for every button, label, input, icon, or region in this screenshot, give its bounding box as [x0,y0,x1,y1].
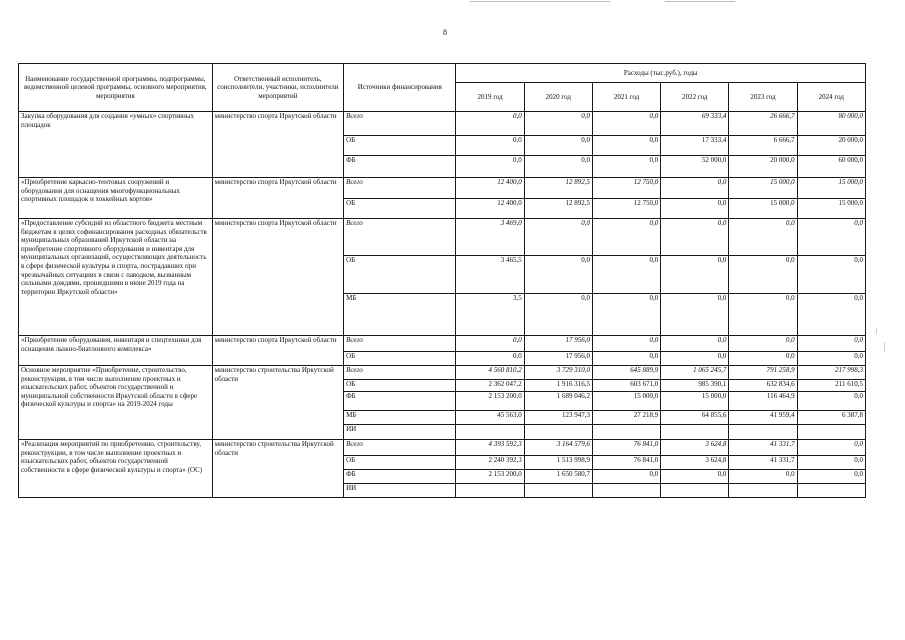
amount-cell: 45 563,0 [456,411,524,425]
amount-cell: 3 469,0 [456,219,524,256]
amount-cell: 80 000,0 [797,112,865,136]
amount-cell: 6 387,8 [797,411,865,425]
funding-source-cell: Всего [344,112,456,136]
amount-cell: 15 000,0 [729,178,797,199]
amount-cell: 211 610,5 [797,380,865,392]
program-name-cell: Закупка оборудования для создания «умных» спортивных площадок [19,112,213,178]
amount-cell: 1 513 998,9 [524,456,592,470]
amount-cell [661,484,729,498]
funding-source-cell: ОБ [344,380,456,392]
amount-cell: 6 666,7 [729,136,797,156]
amount-cell: 0,0 [797,256,865,294]
amount-cell: 15 000,0 [797,199,865,219]
amount-cell: 0,0 [456,136,524,156]
amount-cell: 0,0 [592,470,660,484]
amount-cell [524,425,592,440]
program-name-cell: «Реализация мероприятий по приобретению, строительству, реконструкции, в том числе выполнение проектных и изыскательских работ, объектов государственной собственности в сфере физической культуры и спорта» (ОС) [19,440,213,498]
amount-cell: 2 153 200,0 [456,470,524,484]
amount-cell [661,425,729,440]
amount-cell: 0,0 [661,336,729,352]
amount-cell: 0,0 [661,219,729,256]
amount-cell: 12 750,0 [592,199,660,219]
header-name: Наименование государственной программы, подпрограммы, ведомственной целевой программы, основного мероприятия, мероприятия [19,64,213,112]
responsible-cell: министерство спорта Иркутской области [212,219,343,336]
amount-cell: 12 892,5 [524,199,592,219]
amount-cell: 27 218,9 [592,411,660,425]
amount-cell: 0,0 [797,294,865,336]
amount-cell: 76 841,0 [592,440,660,456]
amount-cell: 0,0 [797,392,865,411]
amount-cell: 2 362 047,2 [456,380,524,392]
amount-cell [592,425,660,440]
amount-cell: 0,0 [661,256,729,294]
amount-cell: 123 947,3 [524,411,592,425]
amount-cell: 791 258,9 [729,366,797,380]
amount-cell: 0,0 [524,256,592,294]
amount-cell: 0,0 [524,219,592,256]
header-responsible: Ответственный исполнитель, соисполнители, участники, исполнители мероприятий [212,64,343,112]
amount-cell: 0,0 [729,256,797,294]
amount-cell: 632 834,6 [729,380,797,392]
amount-cell: 2 153 200,0 [456,392,524,411]
amount-cell: 1 916 316,5 [524,380,592,392]
funding-source-cell: ОБ [344,352,456,366]
responsible-cell: министерство спорта Иркутской области [212,178,343,219]
amount-cell: 1 065 245,7 [661,366,729,380]
amount-cell: 0,0 [797,219,865,256]
responsible-cell: министерство строительства Иркутской области [212,440,343,498]
amount-cell: 0,0 [797,352,865,366]
amount-cell: 217 998,3 [797,366,865,380]
amount-cell: 0,0 [729,470,797,484]
amount-cell: 0,0 [524,156,592,178]
amount-cell: 69 333,4 [661,112,729,136]
amount-cell: 0,0 [797,440,865,456]
funding-source-cell: Всего [344,336,456,352]
amount-cell: 3 624,8 [661,456,729,470]
amount-cell: 15 000,0 [797,178,865,199]
amount-cell: 3 624,8 [661,440,729,456]
amount-cell: 0,0 [661,178,729,199]
header-year: 2020 год [524,83,592,112]
amount-cell [524,484,592,498]
funding-source-cell: МБ [344,411,456,425]
amount-cell: 17 956,0 [524,336,592,352]
amount-cell: 645 889,9 [592,366,660,380]
funding-source-cell: МБ [344,294,456,336]
budget-table [18,63,866,498]
amount-cell [456,425,524,440]
header-sources: Источники финансирования [344,64,456,112]
header-year: 2019 год [456,83,524,112]
scan-mark [884,342,885,352]
amount-cell: 0,0 [592,352,660,366]
table-row [19,112,866,136]
amount-cell: 0,0 [729,294,797,336]
amount-cell: 0,0 [661,352,729,366]
funding-source-cell: ИИ [344,425,456,440]
amount-cell: 0,0 [524,294,592,336]
funding-source-cell: ОБ [344,456,456,470]
amount-cell: 3 729 310,0 [524,366,592,380]
amount-cell: 3 164 579,6 [524,440,592,456]
responsible-cell: министерство спорта Иркутской области [212,112,343,178]
amount-cell: 12 750,0 [592,178,660,199]
amount-cell: 0,0 [592,156,660,178]
funding-source-cell: ОБ [344,199,456,219]
header-year: 2023 год [729,83,797,112]
amount-cell: 0,0 [592,256,660,294]
amount-cell [729,484,797,498]
program-name-cell: Основное мероприятие «Приобретение, строительство, реконструкция, в том числе выполнение проектных и изыскательских работ, объектов государственной и муниципальной собственности Иркутской области в сфере физической культуры и спорта» на 2019-2024 годы [19,366,213,440]
amount-cell: 985 390,1 [661,380,729,392]
amount-cell: 0,0 [592,112,660,136]
amount-cell: 26 666,7 [729,112,797,136]
responsible-cell: министерство строительства Иркутской области [212,366,343,440]
funding-source-cell: Всего [344,366,456,380]
amount-cell: 15 000,0 [592,392,660,411]
table-body [19,112,866,498]
amount-cell: 12 892,5 [524,178,592,199]
funding-source-cell: Всего [344,219,456,256]
amount-cell: 0,0 [797,456,865,470]
amount-cell: 0,0 [661,199,729,219]
table-row [19,336,866,352]
amount-cell [592,484,660,498]
responsible-cell: министерство спорта Иркутской области [212,336,343,366]
program-name-cell: «Предоставление субсидий из областного бюджета местным бюджетам в целях софинансирования расходных обязательств муниципальных образований Иркутской области на приобретение спортивного оборудования и инвентаря для муниципальных организаций, осуществляющих деятельность в сфере физической культуры и спорта, пострадавших при чрезвычайных ситуациях в связи с паводком, вызванным сильными дождями, прошедшими в июне 2019 года на территории Иркутской области» [19,219,213,336]
amount-cell: 4 393 592,3 [456,440,524,456]
funding-source-cell: ФБ [344,392,456,411]
amount-cell: 64 855,6 [661,411,729,425]
amount-cell: 52 000,0 [661,156,729,178]
amount-cell: 20 000,0 [797,136,865,156]
funding-source-cell: ИИ [344,484,456,498]
amount-cell: 12 400,0 [456,199,524,219]
amount-cell: 116 464,9 [729,392,797,411]
amount-cell: 0,0 [524,136,592,156]
amount-cell: 2 240 392,3 [456,456,524,470]
funding-source-cell: ОБ [344,256,456,294]
header-row [19,64,866,83]
amount-cell: 1 650 580,7 [524,470,592,484]
table-row [19,178,866,199]
funding-source-cell: ФБ [344,470,456,484]
table-row [19,440,866,456]
amount-cell: 0,0 [797,336,865,352]
header-expenses: Расходы (тыс.руб.), годы [456,64,866,83]
amount-cell: 0,0 [729,352,797,366]
amount-cell: 0,0 [592,294,660,336]
amount-cell: 0,0 [729,336,797,352]
page-number: 8 [443,28,447,37]
amount-cell: 0,0 [797,470,865,484]
amount-cell: 0,0 [456,156,524,178]
amount-cell: 41 959,4 [729,411,797,425]
scan-edge-line [470,1,610,2]
header-year: 2021 год [592,83,660,112]
amount-cell: 41 331,7 [729,456,797,470]
amount-cell [456,484,524,498]
amount-cell [797,484,865,498]
amount-cell: 15 000,0 [661,392,729,411]
program-name-cell: «Приобретение каркасно-тентовых сооружений и оборудования для оснащения многофункциональных спортивных площадок и хоккейных кортов» [19,178,213,219]
amount-cell: 0,0 [661,470,729,484]
amount-cell: 0,0 [456,352,524,366]
amount-cell: 17 333,4 [661,136,729,156]
amount-cell: 15 000,0 [729,199,797,219]
amount-cell: 17 956,0 [524,352,592,366]
amount-cell: 0,0 [592,219,660,256]
amount-cell: 4 560 810,2 [456,366,524,380]
table-row [19,366,866,380]
program-name-cell: «Приобретение оборудования, инвентаря и спецтехники для оснащения лыжно-биатлонного комплекса» [19,336,213,366]
header-year: 2022 год [661,83,729,112]
amount-cell: 76 841,0 [592,456,660,470]
funding-source-cell: Всего [344,440,456,456]
funding-source-cell: ФБ [344,156,456,178]
amount-cell: 20 000,0 [729,156,797,178]
header-year: 2024 год [797,83,865,112]
amount-cell: 0,0 [456,112,524,136]
scan-mark [876,328,877,334]
table-row [19,219,866,256]
amount-cell: 0,0 [729,219,797,256]
funding-source-cell: ОБ [344,136,456,156]
amount-cell: 0,0 [456,336,524,352]
funding-source-cell: Всего [344,178,456,199]
amount-cell: 3,5 [456,294,524,336]
amount-cell [797,425,865,440]
amount-cell: 0,0 [592,136,660,156]
amount-cell: 12 400,0 [456,178,524,199]
amount-cell: 0,0 [661,294,729,336]
amount-cell: 60 000,0 [797,156,865,178]
scan-edge-line [665,1,735,2]
amount-cell [729,425,797,440]
amount-cell: 0,0 [592,336,660,352]
amount-cell: 603 671,0 [592,380,660,392]
amount-cell: 41 331,7 [729,440,797,456]
amount-cell: 3 465,5 [456,256,524,294]
amount-cell: 0,0 [524,112,592,136]
amount-cell: 1 689 046,2 [524,392,592,411]
